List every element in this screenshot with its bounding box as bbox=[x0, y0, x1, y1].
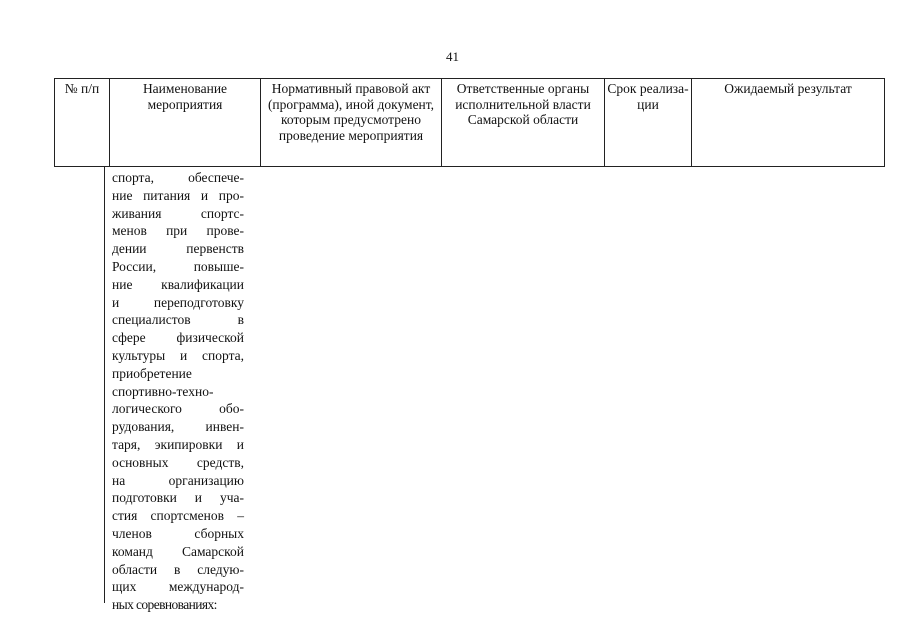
cell-text-line: рудования, инвен- bbox=[112, 419, 244, 435]
cell-text-line: команд Самарской bbox=[112, 543, 244, 559]
cell-text-line: ние питания и про- bbox=[112, 187, 244, 203]
cell-text-line: и переподготовку bbox=[112, 294, 244, 310]
cell-text-line: культуры и спорта, bbox=[112, 347, 244, 363]
page-number: 41 bbox=[446, 49, 459, 64]
cell-text-line: специалистов в bbox=[112, 312, 244, 328]
header-cell-expected-result: Ожидаемый результат bbox=[692, 79, 885, 167]
cell-text-line: области в следую- bbox=[112, 561, 244, 577]
cell-text-line: таря, экипировки и bbox=[112, 436, 244, 452]
cell-text-line: спортивно-техно- bbox=[112, 383, 214, 399]
header-cell-legal-act: Нормативный правовой акт (программа), иной документ, которым предусмотрено проведение мероприятия bbox=[261, 79, 442, 167]
cell-text-line: логического обо- bbox=[112, 401, 244, 417]
cell-text-line: живания спортс- bbox=[112, 205, 244, 221]
cell-text-line: дении первенств bbox=[112, 241, 244, 257]
cell-text-line: ние квалификации bbox=[112, 276, 244, 292]
cell-text-line: на организацию bbox=[112, 472, 244, 488]
cell-text-line: сфере физической bbox=[112, 330, 244, 346]
cell-text-line: ных соревнованиях: bbox=[112, 597, 217, 613]
cell-text-line: стия спортсменов – bbox=[112, 508, 244, 524]
cell-text-line: менов при прове- bbox=[112, 223, 244, 239]
continued-measure-cell bbox=[112, 169, 244, 614]
header-cell-responsible-bodies: Ответственные органы исполнительной власти Самарской области bbox=[442, 79, 605, 167]
cell-text-line: щих международ- bbox=[112, 579, 244, 595]
cell-text-line: членов сборных bbox=[112, 525, 244, 541]
measures-table-header bbox=[54, 78, 885, 167]
cell-text-line: спорта, обеспече- bbox=[112, 170, 244, 185]
column-divider-line bbox=[104, 167, 105, 603]
cell-text-line: приобретение bbox=[112, 365, 192, 381]
table-header-row bbox=[55, 79, 885, 167]
header-cell-number: № п/п bbox=[55, 79, 110, 167]
cell-text-line: подготовки и уча- bbox=[112, 490, 244, 506]
cell-text-line: России, повыше- bbox=[112, 258, 244, 274]
header-cell-term: Срок реализа-ции bbox=[605, 79, 692, 167]
header-cell-measure-name: Наименование мероприятия bbox=[110, 79, 261, 167]
cell-text-line: основных средств, bbox=[112, 454, 244, 470]
